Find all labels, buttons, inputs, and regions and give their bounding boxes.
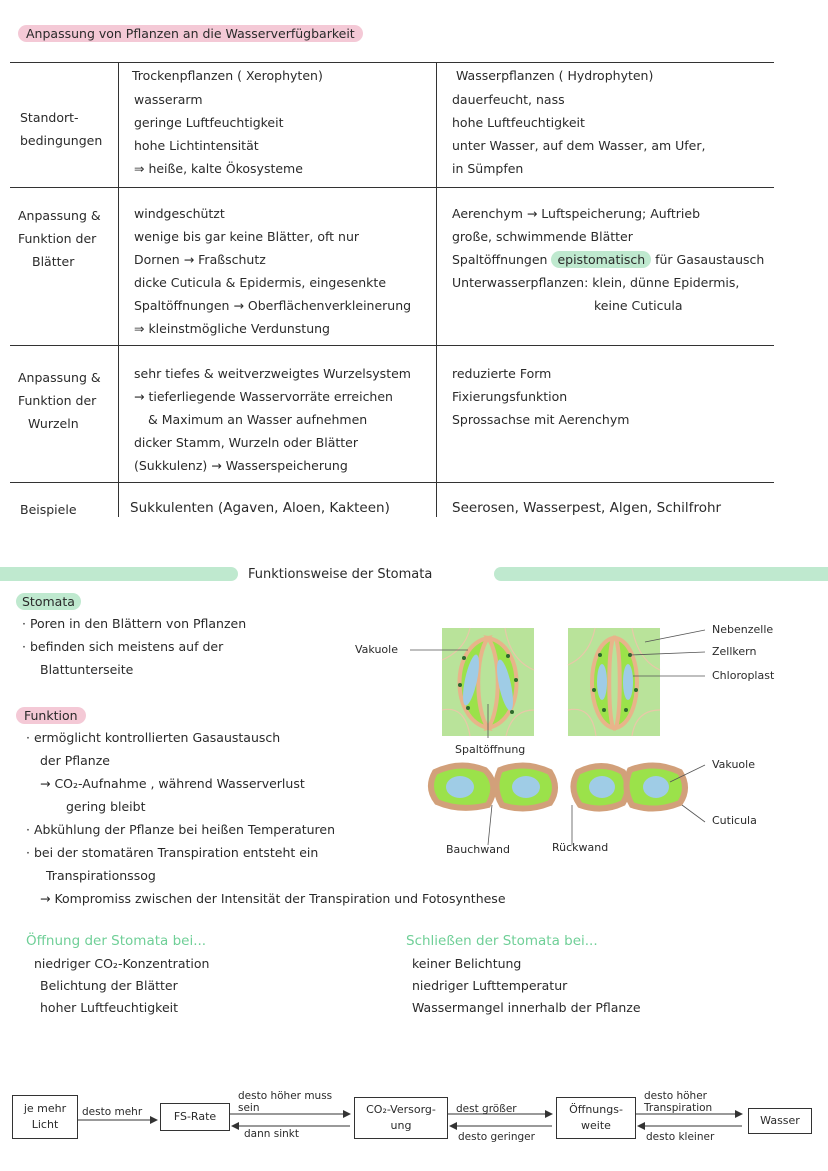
flow-box-fs-rate: FS-Rate: [160, 1103, 230, 1131]
flow-label-desto-geringer: desto geringer: [458, 1131, 535, 1143]
row-label-beispiele: Beispiele: [20, 502, 77, 517]
stomata-heading: Stomata: [16, 590, 81, 613]
oeffnung-heading: Öffnung der Stomata bei...: [26, 933, 207, 949]
flow-label-dann-sinkt: dann sinkt: [244, 1128, 299, 1140]
section-bar-left: [0, 567, 238, 581]
flow-label-desto-hoeher-transpiration: desto höher Transpiration: [644, 1090, 713, 1114]
label-cuticula: Cuticula: [712, 814, 757, 827]
label-zellkern: Zellkern: [712, 645, 757, 658]
label-rueckwand: Rückwand: [552, 841, 609, 854]
schliessen-block: Schließen der Stomata bei... keiner Belichtung niedriger Lufttemperatur Wassermangel innerhalb der Pflanze: [406, 930, 641, 1019]
col-header-hydrophyten: Wasserpflanzen ( Hydrophyten): [456, 68, 654, 83]
hydro-spaltoeffnungen-line: Spaltöffnungen epistomatisch für Gasaustausch: [452, 252, 765, 267]
hydro-beispiele: Seerosen, Wasserpest, Algen, Schilfrohr: [452, 500, 722, 516]
flow-box-licht: je mehr Licht: [12, 1095, 78, 1139]
col-header-xerophyten: Trockenpflanzen ( Xerophyten): [132, 68, 323, 83]
section-bar-right: [494, 567, 828, 581]
label-nebenzelle: Nebenzelle: [712, 623, 774, 636]
xero-wurzeln: sehr tiefes & weitverzweigtes Wurzelsystem → tieferliegende Wasservorräte erreichen & Maximum an Wasser aufnehmen dicker Stamm, Wurzeln oder Blätter (Sukkulenz) → Wasserspeicherung: [134, 366, 411, 473]
xero-beispiele: Sukkulenten (Agaven, Aloen, Kakteen): [130, 500, 390, 516]
label-vakuole-left: Vakuole: [355, 643, 398, 656]
funktion-lines: · ermöglicht kontrollierten Gasaustausch der Pflanze → CO₂-Aufnahme , während Wasserverlust gering bleibt · Abkühlung der Pflanze bei heißen Temperaturen · bei der stomatären Transpiration entsteht ein Transpirationssog → Kompromiss zwischen der Intensität der Transpiration und Fotosynthese: [26, 730, 506, 906]
label-chloroplast: Chloroplast: [712, 669, 775, 682]
stomata-bullets: · Poren in den Blättern von Pflanzen · befinden sich meistens auf der Blattunterseite: [22, 616, 247, 677]
flow-label-desto-kleiner: desto kleiner: [646, 1131, 715, 1143]
oeffnung-block: Öffnung der Stomata bei... niedriger CO₂-Konzentration Belichtung der Blätter hoher Luftfeuchtigkeit: [26, 930, 209, 1019]
label-bauchwand: Bauchwand: [446, 843, 510, 856]
cross-section-closed: [573, 765, 685, 808]
funktion-heading: Funktion: [16, 704, 86, 727]
flow-box-oeffnungsweite: Öffnungs- weite: [556, 1097, 636, 1139]
xero-blaetter: windgeschützt wenige bis gar keine Blätter, oft nur Dornen → Fraßschutz dicke Cuticula & Epidermis, eingesenkte Spaltöffnungen → Oberflächenverkleinerung ⇒ kleinstmögliche Verdunstung: [134, 206, 412, 336]
closed-stoma-illustration: [568, 628, 660, 736]
epistomatisch-highlight: epistomatisch: [551, 251, 651, 268]
row-label-blaetter: Anpassung & Funktion der Blätter: [18, 208, 101, 269]
section-title-stomata: Funktionsweise der Stomata: [248, 567, 433, 582]
schliessen-heading: Schließen der Stomata bei...: [406, 933, 598, 949]
flow-box-co2: CO₂-Versorg- ung: [354, 1097, 448, 1139]
hydro-wurzeln: reduzierte Form Fixierungsfunktion Sprossachse mit Aerenchym: [452, 366, 630, 427]
page-title: Anpassung von Pflanzen an die Wasserverfügbarkeit: [18, 22, 363, 45]
cross-section-open: [431, 765, 555, 808]
flow-label-desto-hoeher-muss: desto höher muss sein: [238, 1090, 333, 1114]
xero-standort: wasserarm geringe Luftfeuchtigkeit hohe Lichtintensität ⇒ heiße, kalte Ökosysteme: [134, 92, 303, 176]
row-label-wurzeln: Anpassung & Funktion der Wurzeln: [18, 370, 101, 431]
row-label-standort: Standort- bedingungen: [20, 110, 103, 148]
label-vakuole-right: Vakuole: [712, 758, 755, 771]
label-spaltoeffnung: Spaltöffnung: [455, 743, 526, 756]
flow-label-dest-groesser: dest größer: [456, 1103, 517, 1115]
flow-label-desto-mehr: desto mehr: [82, 1106, 143, 1118]
flow-box-wasser: Wasser: [748, 1108, 812, 1134]
hydro-standort: dauerfeucht, nass hohe Luftfeuchtigkeit unter Wasser, auf dem Wasser, am Ufer, in Sümpfen: [452, 92, 706, 176]
hydro-blaetter: Aerenchym → Luftspeicherung; Auftrieb große, schwimmende Blätter Spaltöffnungen epistomatisch für Gasaustausch Unterwasserpflanzen: klein, dünne Epidermis, keine Cuticula: [452, 206, 765, 313]
